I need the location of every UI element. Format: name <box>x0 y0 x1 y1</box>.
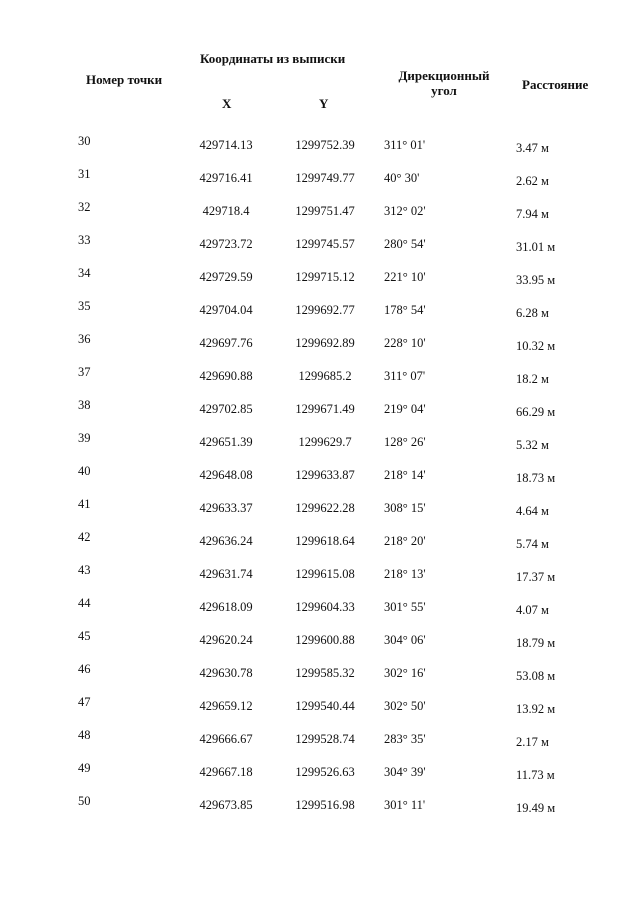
distance: 5.32 м <box>516 438 549 452</box>
distance: 18.2 м <box>516 372 549 386</box>
direction-angle: 178° 54' <box>384 303 426 317</box>
table-row <box>0 631 639 651</box>
point-number: 50 <box>78 794 91 808</box>
table-row <box>0 466 639 486</box>
coord-y: 1299749.77 <box>295 171 355 185</box>
table-row <box>0 664 639 684</box>
coord-x: 429690.88 <box>199 369 253 383</box>
point-number: 40 <box>78 464 91 478</box>
distance: 3.47 м <box>516 141 549 155</box>
coord-y: 1299516.98 <box>295 798 355 812</box>
direction-angle: 304° 39' <box>384 765 426 779</box>
distance: 7.94 м <box>516 207 549 221</box>
coord-x: 429702.85 <box>199 402 253 416</box>
coord-x: 429630.78 <box>199 666 253 680</box>
table-row <box>0 136 639 156</box>
coord-x: 429704.04 <box>199 303 253 317</box>
header-x: X <box>222 96 232 111</box>
coord-x: 429631.74 <box>199 567 253 581</box>
direction-angle: 280° 54' <box>384 237 426 251</box>
table-row <box>0 697 639 717</box>
coord-y: 1299752.39 <box>295 138 355 152</box>
coord-y: 1299715.12 <box>295 270 355 284</box>
point-number: 48 <box>78 728 91 742</box>
coord-x: 429714.13 <box>199 138 253 152</box>
direction-angle: 304° 06' <box>384 633 426 647</box>
distance: 18.79 м <box>516 636 556 650</box>
direction-angle: 218° 13' <box>384 567 426 581</box>
distance: 13.92 м <box>516 702 556 716</box>
coord-y: 1299600.88 <box>295 633 355 647</box>
table-row <box>0 301 639 321</box>
distance: 5.74 м <box>516 537 549 551</box>
point-number: 34 <box>78 266 91 280</box>
table-row <box>0 400 639 420</box>
direction-angle: 311° 07' <box>384 369 426 383</box>
distance: 33.95 м <box>516 273 556 287</box>
point-number: 31 <box>78 167 91 181</box>
table-row <box>0 169 639 189</box>
distance: 2.17 м <box>516 735 549 749</box>
table-row <box>0 499 639 519</box>
table-row <box>0 598 639 618</box>
direction-angle: 128° 26' <box>384 435 426 449</box>
coord-y: 1299540.44 <box>295 699 355 713</box>
distance: 19.49 м <box>516 801 556 815</box>
coord-y: 1299622.28 <box>295 501 355 515</box>
distance: 6.28 м <box>516 306 549 320</box>
coord-x: 429729.59 <box>199 270 253 284</box>
table-row <box>0 268 639 288</box>
table-row <box>0 367 639 387</box>
table-row <box>0 235 639 255</box>
coord-y: 1299692.89 <box>295 336 355 350</box>
coord-y: 1299526.63 <box>295 765 355 779</box>
coord-y: 1299745.57 <box>295 237 355 251</box>
table-row <box>0 202 639 222</box>
point-number: 39 <box>78 431 91 445</box>
direction-angle: 219° 04' <box>384 402 426 416</box>
point-number: 30 <box>78 134 91 148</box>
coord-x: 429618.09 <box>199 600 253 614</box>
point-number: 35 <box>78 299 91 313</box>
header-y: Y <box>319 96 329 111</box>
table-row <box>0 334 639 354</box>
header-coordinates: Координаты из выписки <box>200 51 346 66</box>
coord-y: 1299585.32 <box>295 666 355 680</box>
point-number: 49 <box>78 761 91 775</box>
direction-angle: 301° 11' <box>384 798 426 812</box>
direction-angle: 228° 10' <box>384 336 426 350</box>
coord-y: 1299751.47 <box>295 204 355 218</box>
point-number: 44 <box>78 596 91 610</box>
coord-x: 429620.24 <box>199 633 253 647</box>
coord-x: 429667.18 <box>199 765 253 779</box>
point-number: 37 <box>78 365 91 379</box>
table-row <box>0 763 639 783</box>
coord-y: 1299615.08 <box>295 567 355 581</box>
coord-x: 429648.08 <box>199 468 253 482</box>
distance: 10.32 м <box>516 339 556 353</box>
point-number: 46 <box>78 662 91 676</box>
coord-y: 1299692.77 <box>295 303 355 317</box>
table-row <box>0 796 639 816</box>
coord-x: 429659.12 <box>199 699 253 713</box>
coord-y: 1299629.7 <box>298 435 352 449</box>
coord-x: 429673.85 <box>199 798 253 812</box>
direction-angle: 218° 14' <box>384 468 426 482</box>
point-number: 41 <box>78 497 91 511</box>
direction-angle: 312° 02' <box>384 204 426 218</box>
coord-x: 429716.41 <box>199 171 253 185</box>
distance: 53.08 м <box>516 669 556 683</box>
direction-angle: 308° 15' <box>384 501 426 515</box>
coord-x: 429636.24 <box>199 534 253 548</box>
header-distance: Расстояние <box>522 77 589 92</box>
coord-y: 1299528.74 <box>295 732 355 746</box>
point-number: 33 <box>78 233 91 247</box>
point-number: 47 <box>78 695 91 709</box>
coord-y: 1299618.64 <box>295 534 355 548</box>
distance: 4.07 м <box>516 603 549 617</box>
coord-x: 429633.37 <box>199 501 253 515</box>
point-number: 32 <box>78 200 91 214</box>
distance: 17.37 м <box>516 570 556 584</box>
table-row <box>0 433 639 453</box>
direction-angle: 221° 10' <box>384 270 426 284</box>
coord-y: 1299685.2 <box>298 369 352 383</box>
direction-angle: 218° 20' <box>384 534 426 548</box>
table-row <box>0 730 639 750</box>
point-number: 36 <box>78 332 91 346</box>
coord-y: 1299633.87 <box>295 468 355 482</box>
direction-angle: 311° 01' <box>384 138 426 152</box>
distance: 2.62 м <box>516 174 549 188</box>
point-number: 45 <box>78 629 91 643</box>
header-direction-angle: Дирекционный угол <box>398 68 490 98</box>
point-number: 42 <box>78 530 91 544</box>
header-point-number: Номер точки <box>86 72 163 87</box>
direction-angle: 40° 30' <box>384 171 420 185</box>
coord-y: 1299604.33 <box>295 600 355 614</box>
point-number: 43 <box>78 563 91 577</box>
coord-x: 429697.76 <box>199 336 253 350</box>
coord-x: 429666.67 <box>199 732 253 746</box>
coord-x: 429718.4 <box>202 204 250 218</box>
point-number: 38 <box>78 398 91 412</box>
table-row <box>0 532 639 552</box>
direction-angle: 302° 50' <box>384 699 426 713</box>
coord-y: 1299671.49 <box>295 402 355 416</box>
distance: 18.73 м <box>516 471 556 485</box>
table-row <box>0 565 639 585</box>
distance: 66.29 м <box>516 405 556 419</box>
direction-angle: 302° 16' <box>384 666 426 680</box>
distance: 11.73 м <box>516 768 555 782</box>
coord-x: 429651.39 <box>199 435 253 449</box>
coord-x: 429723.72 <box>199 237 253 251</box>
direction-angle: 283° 35' <box>384 732 426 746</box>
distance: 4.64 м <box>516 504 549 518</box>
distance: 31.01 м <box>516 240 556 254</box>
direction-angle: 301° 55' <box>384 600 426 614</box>
